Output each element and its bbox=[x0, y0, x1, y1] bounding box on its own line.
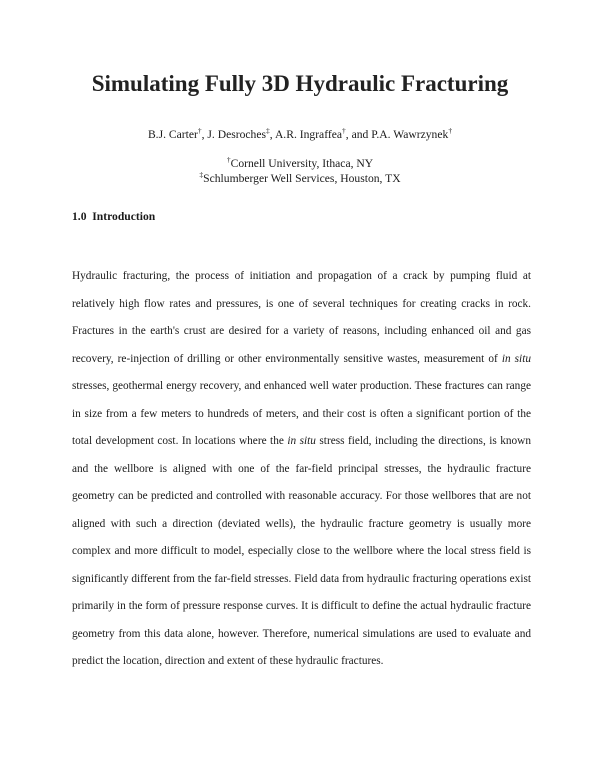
paragraph-run: stress field, including the directions, is known and the wellbore is aligned with one of the far-field principal stresses, the hydraulic fracture geometry can be predicted and controlled with reasonable accuracy. For those wellbores that are not aligned with such a direction (deviated wells), the hydraulic fracture geometry is usually more complex and more difficult to model, especially close to the wellbore where the local stress field is significantly different from the far-field stresses. Field data from hydraulic fracturing operations exist primarily in the form of pressure response curves. It is difficult to define the actual hydraulic fracture geometry from this data alone, however. Therefore, numerical simulations are used to evaluate and predict the location, direction and extent of these hydraulic fractures. bbox=[72, 435, 531, 667]
author: J. Desroches‡, bbox=[207, 126, 275, 141]
section-number: 1.0 bbox=[72, 210, 87, 223]
paragraph-run-italic: in situ bbox=[501, 352, 531, 365]
author-list bbox=[0, 124, 600, 142]
affiliation-mark: † bbox=[342, 126, 346, 135]
section-heading bbox=[72, 210, 155, 224]
affiliation-cornell: †Cornell University, Ithaca, NY bbox=[226, 155, 374, 170]
section-title: Introduction bbox=[92, 210, 156, 223]
author: A.R. Ingraffea†, and bbox=[274, 126, 372, 141]
affiliation-mark: ‡ bbox=[266, 126, 270, 135]
affiliation-mark: † bbox=[197, 126, 202, 135]
paper-title: Simulating Fully 3D Hydraulic Fracturing bbox=[91, 71, 509, 96]
affiliation-mark: † bbox=[448, 126, 453, 135]
paragraph-run: Hydraulic fracturing, the process of initiation and propagation of a crack by pumping fluid at relatively high flow rates and pressures, is one of several techniques for creating cracks in rock. Fractures in the earth's crust are desired for a variety of reasons, including enhanced oil and gas recovery, re-injection of drilling or other environmentally sensitive wastes, measurement of bbox=[72, 270, 531, 365]
paragraph-run: stresses, geothermal energy recovery, and enhanced well water production. These fractures can range in size from a few meters to hundreds of meters, and their cost is often a significant portion of the total development cost. In locations where the bbox=[72, 380, 531, 447]
introduction-paragraph bbox=[72, 263, 531, 676]
affiliation-schlumberger: ‡Schlumberger Well Services, Houston, TX bbox=[199, 170, 401, 185]
paragraph-run-italic: in situ bbox=[287, 435, 316, 447]
author: B.J. Carter†, bbox=[147, 126, 208, 141]
author: P.A. Wawrzynek† bbox=[371, 126, 453, 141]
